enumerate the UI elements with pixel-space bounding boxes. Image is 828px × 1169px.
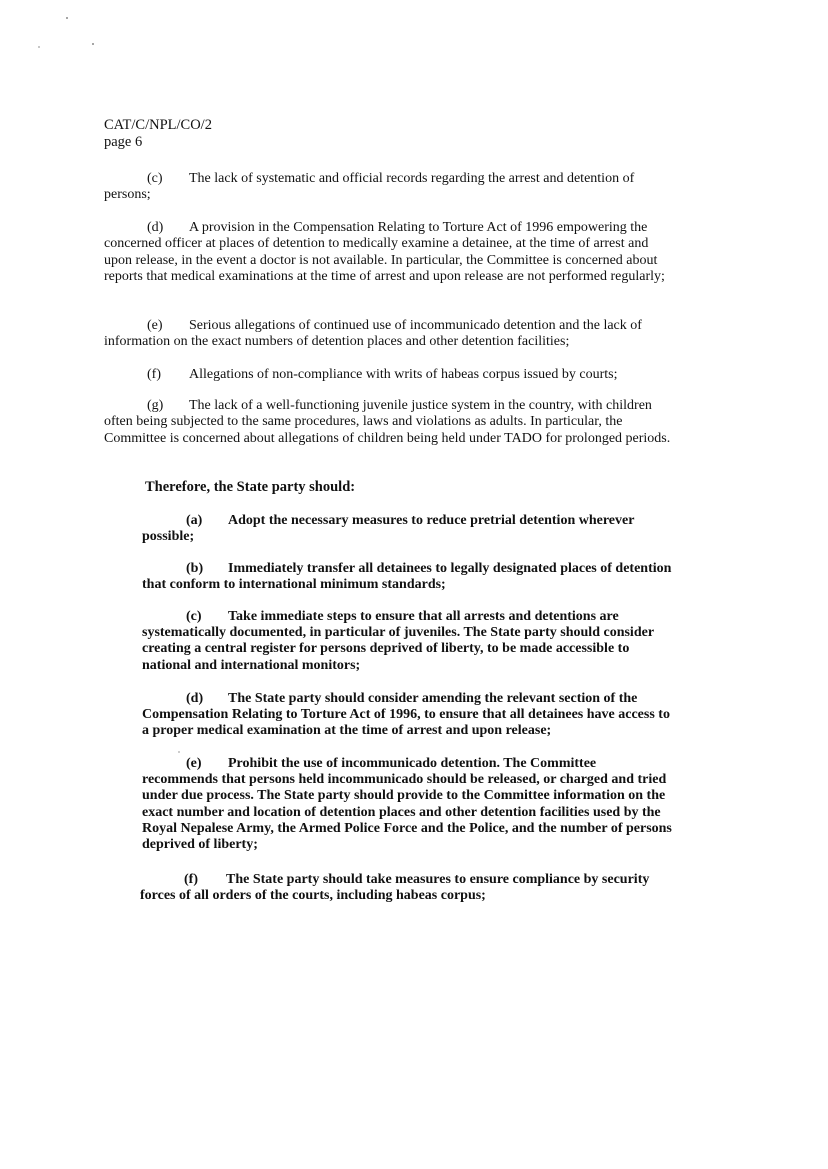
scan-speck	[38, 46, 40, 48]
page-number: page 6	[104, 134, 143, 150]
item-marker: (f)	[184, 872, 198, 887]
concern-paragraph-f	[104, 367, 672, 383]
paragraph-text: Prohibit the use of incommunicado detention. The Committee recommends that persons held incommunicado should be released, or charged and tried under due process. The State party should provide to the Committee information on the exact number and location of detention places and other detention facilities used by the Royal Nepalese Army, the Armed Police Force and the Police, and the number of persons deprived of liberty;	[142, 756, 672, 853]
item-marker: (d)	[147, 220, 164, 235]
recommendation-c	[142, 609, 672, 674]
paragraph-text: Adopt the necessary measures to reduce pretrial detention wherever possible;	[142, 513, 635, 545]
scan-speck	[92, 43, 94, 45]
paragraph-text: Immediately transfer all detainees to legally designated places of detention that conform to international minimum standards;	[142, 561, 672, 593]
paragraph-text: A provision in the Compensation Relating to Torture Act of 1996 empowering the concerned officer at places of detention to medically examine a detainee, at the time of arrest and upon release, in the event a doctor is not available. In particular, the Committee is concerned about reports that medical examinations at the time of arrest and upon release are not performed regularly;	[104, 220, 665, 284]
item-marker: (e)	[147, 318, 163, 333]
recommendations-intro: Therefore, the State party should:	[145, 479, 356, 495]
scan-speck	[178, 751, 180, 753]
recommendation-d	[142, 691, 672, 740]
paragraph-text: Take immediate steps to ensure that all arrests and detentions are systematically documented, in particular of juveniles. The State party should consider creating a central register for persons deprived of liberty, to be made accessible to national and international monitors;	[142, 609, 654, 673]
recommendation-a	[142, 513, 672, 545]
item-marker: (e)	[186, 756, 202, 771]
concern-paragraph-c	[104, 171, 672, 204]
concern-paragraph-e	[104, 318, 672, 351]
recommendation-e	[142, 756, 672, 853]
paragraph-text: Serious allegations of continued use of incommunicado detention and the lack of information on the exact numbers of detention places and other detention facilities;	[104, 318, 642, 350]
item-marker: (g)	[147, 398, 164, 413]
paragraph-text: The lack of systematic and official records regarding the arrest and detention of persons;	[104, 171, 635, 203]
paragraph-text: The lack of a well-functioning juvenile justice system in the country, with children often being subjected to the same procedures, laws and violations as adults. In particular, the Committee is concerned about allegations of children being held under TADO for prolonged periods.	[104, 398, 671, 446]
item-marker: (f)	[147, 367, 161, 382]
concern-paragraph-d	[104, 220, 672, 285]
recommendation-f	[140, 872, 670, 904]
paragraph-text: The State party should consider amending the relevant section of the Compensation Relating to Torture Act of 1996, to ensure that all detainees have access to a proper medical examination at the time of arrest and upon release;	[142, 691, 670, 739]
item-marker: (c)	[186, 609, 202, 624]
item-marker: (a)	[186, 513, 203, 528]
item-marker: (c)	[147, 171, 163, 186]
concern-paragraph-g	[104, 398, 672, 447]
document-symbol: CAT/C/NPL/CO/2	[104, 117, 212, 133]
recommendation-b	[142, 561, 672, 593]
item-marker: (d)	[186, 691, 204, 706]
paragraph-text: The State party should take measures to ensure compliance by security forces of all orders of the courts, including habeas corpus;	[140, 872, 650, 904]
item-marker: (b)	[186, 561, 204, 576]
scan-speck	[66, 17, 68, 19]
document-header	[104, 117, 212, 151]
paragraph-text: Allegations of non-compliance with writs of habeas corpus issued by courts;	[189, 367, 618, 382]
